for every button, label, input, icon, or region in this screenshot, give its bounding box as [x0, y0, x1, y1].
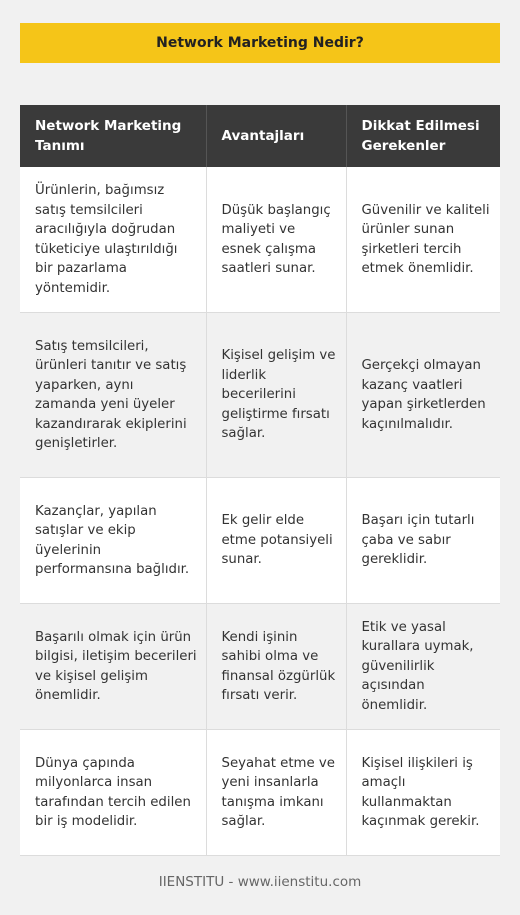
table-cell: Satış temsilcileri, ürünleri tanıtır ve satış yaparken, aynı zamanda yeni üyeler kazandırarak ekiplerini genişletirler. — [20, 313, 206, 478]
column-header-definition: Network Marketing Tanımı — [20, 105, 206, 167]
column-header-advantages: Avantajları — [206, 105, 346, 167]
table-cell: Gerçekçi olmayan kazanç vaatleri yapan şirketlerden kaçınılmalıdır. — [346, 313, 500, 478]
footer-credit: IIENSTITU - www.iienstitu.com — [158, 874, 362, 890]
table-cell: Düşük başlangıç maliyeti ve esnek çalışma saatleri sunar. — [206, 167, 346, 313]
table-cell: Güvenilir ve kaliteli ürünler sunan şirketleri tercih etmek önemlidir. — [346, 167, 500, 313]
table-cell: Etik ve yasal kurallara uymak, güvenilirlik açısından önemlidir. — [346, 604, 500, 730]
table-row — [20, 167, 500, 313]
table-row — [20, 313, 500, 478]
column-header-cautions: Dikkat Edilmesi Gerekenler — [346, 105, 500, 167]
comparison-table — [20, 105, 500, 856]
table-cell: Başarı için tutarlı çaba ve sabır gereklidir. — [346, 478, 500, 604]
table-row — [20, 730, 500, 856]
table-cell: Kazançlar, yapılan satışlar ve ekip üyelerinin performansına bağlıdır. — [20, 478, 206, 604]
table-cell: Başarılı olmak için ürün bilgisi, iletişim becerileri ve kişisel gelişim önemlidir. — [20, 604, 206, 730]
table-cell: Ek gelir elde etme potansiyeli sunar. — [206, 478, 346, 604]
table-cell: Ürünlerin, bağımsız satış temsilcileri aracılığıyla doğrudan tüketiciye ulaştırıldığı bir pazarlama yöntemidir. — [20, 167, 206, 313]
table-header-row — [20, 105, 500, 167]
table-cell: Kişisel gelişim ve liderlik becerilerini geliştirme fırsatı sağlar. — [206, 313, 346, 478]
table-cell: Dünya çapında milyonlarca insan tarafından tercih edilen bir iş modelidir. — [20, 730, 206, 856]
table-cell: Kişisel ilişkileri iş amaçlı kullanmaktan kaçınmak gerekir. — [346, 730, 500, 856]
table-cell: Kendi işinin sahibi olma ve finansal özgürlük fırsatı verir. — [206, 604, 346, 730]
table-row — [20, 604, 500, 730]
table-cell: Seyahat etme ve yeni insanlarla tanışma imkanı sağlar. — [206, 730, 346, 856]
table-row — [20, 478, 500, 604]
page-title: Network Marketing Nedir? — [20, 23, 500, 63]
